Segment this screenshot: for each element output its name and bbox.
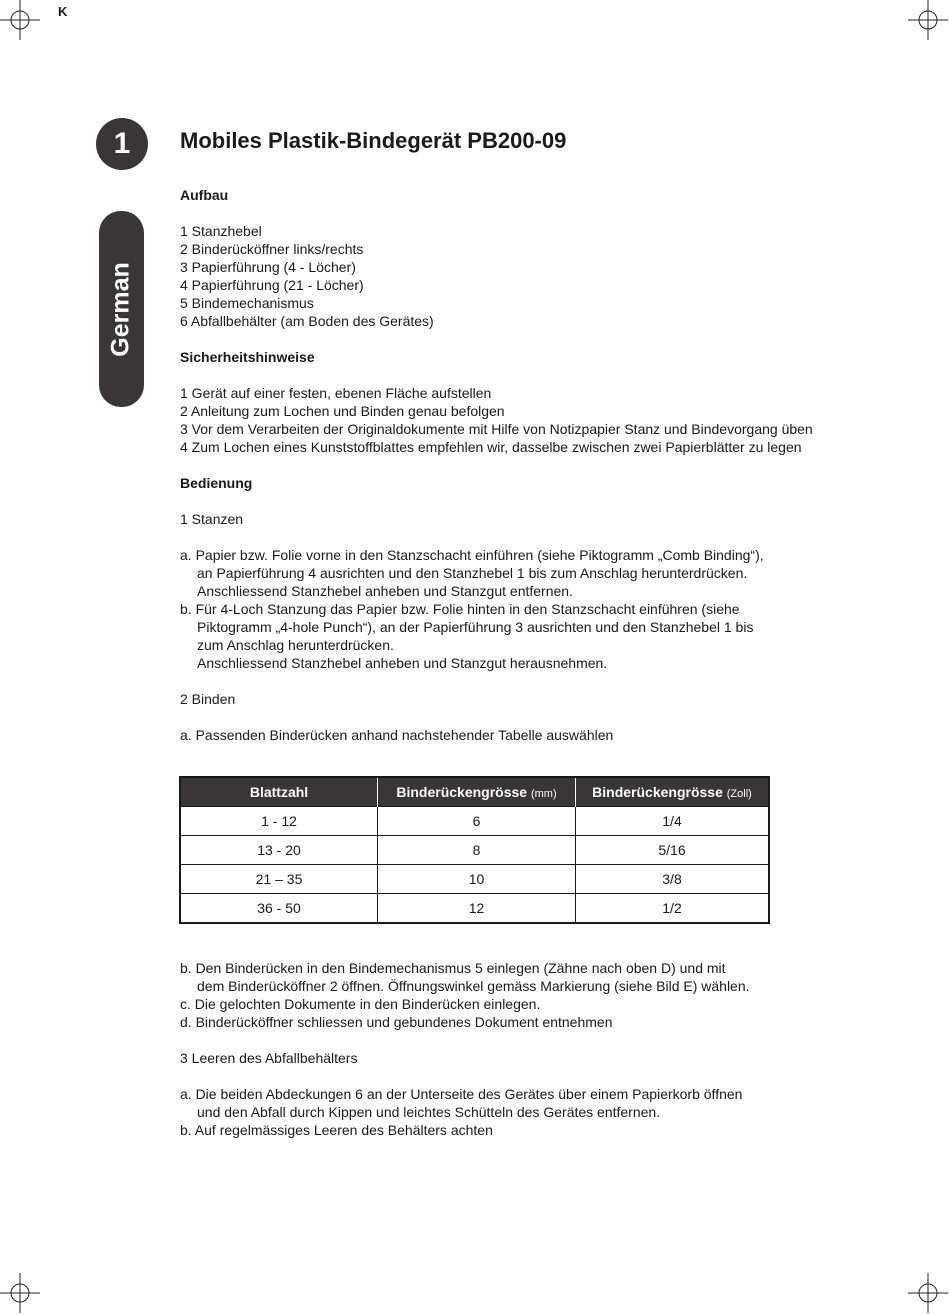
- list-item: 4 Zum Lochen eines Kunststoffblattes empfehlen wir, dasselbe zwischen zwei Papierblätter zu legen: [180, 439, 802, 455]
- list-item: 2 Anleitung zum Lochen und Binden genau befolgen: [180, 403, 505, 419]
- table-cell: 1/4: [576, 807, 770, 836]
- crop-mark-top-left: [0, 0, 40, 40]
- table-header-row: [180, 777, 769, 807]
- step-text: und den Abfall durch Kippen und leichtes Schütteln des Gerätes entfernen.: [197, 1104, 661, 1120]
- step-text: a. Passenden Binderücken anhand nachstehender Tabelle auswählen: [180, 727, 614, 743]
- step-title-stanzen: 1 Stanzen: [180, 511, 244, 527]
- binding-size-table: [179, 776, 770, 924]
- table-cell: 12: [378, 894, 576, 924]
- table-header: Binderückengrösse (mm): [378, 777, 576, 807]
- corner-letter: K: [58, 4, 68, 19]
- table-row: [180, 865, 769, 894]
- table-cell: 1 - 12: [180, 807, 378, 836]
- section-heading-aufbau: Aufbau: [180, 187, 229, 203]
- list-item: 1 Stanzhebel: [180, 223, 262, 239]
- table-cell: 36 - 50: [180, 894, 378, 924]
- table-cell: 8: [378, 836, 576, 865]
- page-title: Mobiles Plastik-Bindegerät PB200-09: [180, 128, 567, 153]
- step-text: c. Die gelochten Dokumente in den Binderücken einlegen.: [180, 996, 541, 1012]
- step-title-binden: 2 Binden: [180, 691, 236, 707]
- step-text: d. Binderücköffner schliessen und gebundenes Dokument entnehmen: [180, 1014, 613, 1030]
- table-row: [180, 807, 769, 836]
- table-cell: 1/2: [576, 894, 770, 924]
- step-text: Anschliessend Stanzhebel anheben und Stanzgut entfernen.: [197, 583, 573, 599]
- step-title-leeren: 3 Leeren des Abfallbehälters: [180, 1050, 358, 1066]
- table-cell: 6: [378, 807, 576, 836]
- crop-mark-bottom-left: [0, 1273, 40, 1313]
- section-heading-bedienung: Bedienung: [180, 475, 253, 491]
- table-cell: 3/8: [576, 865, 770, 894]
- crop-mark-top-right: [908, 0, 948, 40]
- step-text: Anschliessend Stanzhebel anheben und Stanzgut herausnehmen.: [197, 655, 608, 671]
- language-tab-label: German: [107, 261, 136, 357]
- step-text: an Papierführung 4 ausrichten und den Stanzhebel 1 bis zum Anschlag herunterdrücken.: [197, 565, 748, 581]
- crop-mark-bottom-right: [908, 1273, 948, 1313]
- list-item: 5 Bindemechanismus: [180, 295, 314, 311]
- table-cell: 21 – 35: [180, 865, 378, 894]
- step-text: b. Auf regelmässiges Leeren des Behälters achten: [180, 1122, 493, 1138]
- language-tab: [99, 211, 144, 407]
- list-item: 1 Gerät auf einer festen, ebenen Fläche aufstellen: [180, 385, 492, 401]
- step-text: Piktogramm „4-hole Punch“), an der Papierführung 3 ausrichten und den Stanzhebel 1 bis: [197, 619, 754, 635]
- step-text: zum Anschlag herunterdrücken.: [197, 637, 394, 653]
- list-item: 3 Papierführung (4 - Löcher): [180, 259, 356, 275]
- table-cell: 5/16: [576, 836, 770, 865]
- step-text: b. Für 4-Loch Stanzung das Papier bzw. Folie hinten in den Stanzschacht einführen (siehe: [180, 601, 740, 617]
- table-header: Blattzahl: [180, 777, 378, 807]
- step-text: a. Die beiden Abdeckungen 6 an der Unterseite des Gerätes über einem Papierkorb öffnen: [180, 1086, 743, 1102]
- chapter-number-badge: 1: [96, 118, 148, 170]
- step-text: a. Papier bzw. Folie vorne in den Stanzschacht einführen (siehe Piktogramm „Comb Binding“),: [180, 547, 764, 563]
- list-item: 3 Vor dem Verarbeiten der Originaldokumente mit Hilfe von Notizpapier Stanz und Bindevorgang üben: [180, 421, 813, 437]
- table-cell: 13 - 20: [180, 836, 378, 865]
- list-item: 6 Abfallbehälter (am Boden des Gerätes): [180, 313, 434, 329]
- list-item: 2 Binderücköffner links/rechts: [180, 241, 364, 257]
- table-row: [180, 836, 769, 865]
- step-text: b. Den Binderücken in den Bindemechanismus 5 einlegen (Zähne nach oben D) und mit: [180, 960, 726, 976]
- table-header: Binderückengrösse (Zoll): [576, 777, 770, 807]
- table-cell: 10: [378, 865, 576, 894]
- table-row: [180, 894, 769, 924]
- list-item: 4 Papierführung (21 - Löcher): [180, 277, 364, 293]
- step-text: dem Binderücköffner 2 öffnen. Öffnungswinkel gemäss Markierung (siehe Bild E) wählen.: [197, 978, 750, 994]
- section-heading-sicherheit: Sicherheitshinweise: [180, 349, 315, 365]
